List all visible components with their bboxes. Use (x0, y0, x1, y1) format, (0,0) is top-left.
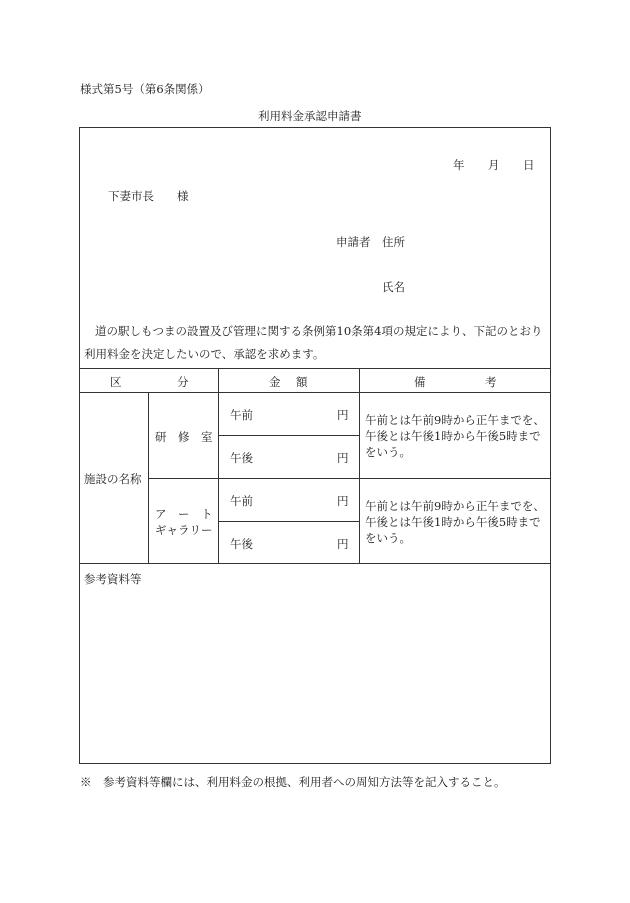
room1-am-unit: 円 (337, 408, 349, 422)
room2-remark: 午前とは午前9時から正午までを、午後とは午後1時から午後5時までをいう。 (365, 499, 545, 545)
body-text-line1: 道の駅しもつまの設置及び管理に関する条例第10条第4項の規定により、下記のとおり (95, 324, 543, 338)
room1-pm-unit: 円 (337, 451, 349, 465)
date-year: 年 (453, 158, 465, 172)
date-day: 日 (523, 158, 535, 172)
footnote: ※ 参考資料等欄には、利用料金の根拠、利用者への周知方法等を記入すること。 (80, 775, 506, 789)
header-amount-2: 額 (296, 375, 308, 389)
col-divider-category (218, 368, 219, 563)
address-label: 住所 (382, 235, 405, 249)
divider-rooms (148, 478, 551, 479)
divider-reference (79, 563, 551, 564)
addressee-name: 下妻市長 (108, 189, 154, 203)
date-month: 月 (488, 158, 500, 172)
divider-body-table (79, 368, 551, 369)
room2-pm-label: 午後 (230, 537, 253, 551)
addressee-honorific: 様 (177, 189, 189, 203)
room-name-art-1: ア ー ト (155, 507, 213, 521)
room1-am-label: 午前 (230, 408, 253, 422)
divider-room1-am-pm (218, 435, 359, 436)
room1-pm-label: 午後 (230, 451, 253, 465)
header-category-2: 分 (177, 375, 189, 389)
divider-table-header (79, 392, 551, 393)
document-title: 利用料金承認申請書 (258, 109, 362, 123)
col-divider-amount (359, 368, 360, 563)
applicant-label: 申請者 (336, 235, 371, 249)
header-remarks-1: 備 (414, 375, 426, 389)
body-text-line2: 利用料金を決定したいので、承認を求めます。 (84, 347, 325, 361)
room1-remark: 午前とは午前9時から正午までを、午後とは午後1時から午後5時までをいう。 (365, 413, 545, 459)
form-number: 様式第5号（第6条関係） (80, 82, 210, 96)
room2-am-label: 午前 (230, 494, 253, 508)
divider-room2-am-pm (218, 521, 359, 522)
room-name-art-2: ギャラリー (155, 523, 213, 537)
room2-am-unit: 円 (337, 494, 349, 508)
reference-label: 参考資料等 (84, 572, 142, 586)
room-name-training: 研 修 室 (155, 430, 213, 444)
col-divider-facility (148, 392, 149, 563)
name-label: 氏名 (382, 280, 405, 294)
room2-pm-unit: 円 (337, 537, 349, 551)
header-category-1: 区 (110, 375, 122, 389)
facility-label: 施設の名称 (84, 472, 142, 486)
header-amount-1: 金 (269, 375, 281, 389)
header-remarks-2: 考 (485, 375, 497, 389)
